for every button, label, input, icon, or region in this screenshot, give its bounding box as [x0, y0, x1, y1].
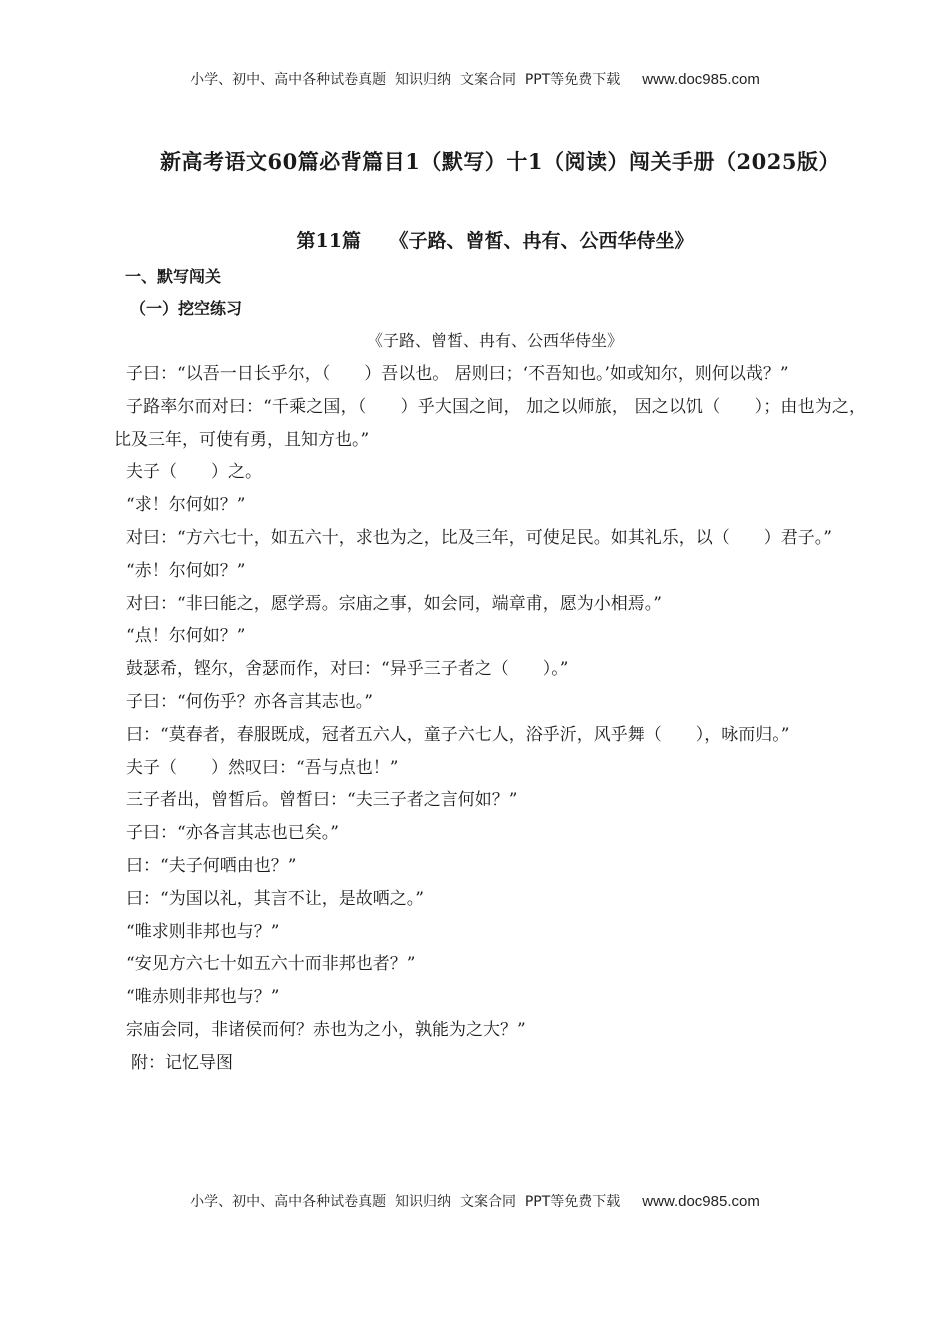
footer-site-link[interactable]: www.doc985.com [642, 1193, 760, 1210]
paragraph: 夫子（ ）然叹曰：“吾与点也！” [126, 757, 399, 778]
paragraph: 曰：“为国以礼，其言不让，是故哂之。” [126, 888, 424, 909]
subsection-heading: （一）挖空练习 [130, 299, 243, 318]
passage-body [114, 358, 866, 1080]
footer-text: 小学、初中、高中各种试卷真题 知识归纳 文案合同 PPT等免费下载 [190, 1194, 621, 1210]
paragraph: 子曰：“亦各言其志也已矣。” [126, 823, 339, 844]
section-heading: 一、默写闯关 [125, 267, 222, 286]
paragraph: “安见方六七十如五六十而非邦也者？” [126, 954, 416, 975]
paragraph: 曰：“夫子何哂由也？” [126, 855, 297, 876]
header-site-link[interactable]: www.doc985.com [642, 71, 760, 88]
document-title: 新高考语文60篇必背篇目1（默写）十1（阅读）闯关手册（2025版） [160, 149, 840, 174]
page-header [0, 69, 950, 89]
paragraph: “唯赤则非邦也与？” [126, 987, 280, 1008]
paragraph: 子路率尔而对曰：“千乘之国，（ ）乎大国之间， 加之以师旅， 因之以饥（ ）；由也为之，比及三年，可使有勇，且知方也。” [114, 396, 866, 450]
paragraph: 曰：“莫春者，春服既成，冠者五六人，童子六七人，浴乎沂，风乎舞（ ），咏而归。” [126, 724, 790, 745]
paragraph: 对曰：“方六七十，如五六十，求也为之，比及三年，可使足民。如其礼乐，以（ ）君子。” [126, 527, 832, 548]
paragraph: 子曰：“何伤乎？亦各言其志也。” [126, 691, 373, 712]
paragraph: “赤！尔何如？” [126, 560, 246, 581]
passage-title: 《子路、曾皙、冉有、公西华侍坐》 [366, 331, 623, 350]
paragraph: “求！尔何如？” [126, 495, 246, 516]
paragraph: 宗庙会同，非诸侯而何？赤也为之小，孰能为之大？” [126, 1019, 526, 1040]
appendix-label: 附：记忆导图 [131, 1052, 233, 1073]
paragraph: 鼓瑟希，铿尔，舍瑟而作，对曰：“异乎三子者之（ ）。” [126, 659, 569, 680]
paragraph: “点！尔何如？” [126, 626, 246, 647]
paragraph: 子曰：“以吾一日长乎尔，（ ）吾以也。 居则曰；‘不吾知也。’如或知尔，则何以哉？” [126, 364, 789, 384]
paragraph: “唯求则非邦也与？” [126, 921, 280, 942]
paragraph: 对曰：“非曰能之，愿学焉。宗庙之事，如会同，端章甫，愿为小相焉。” [126, 593, 662, 614]
paragraph: 三子者出，曾皙后。曾皙曰：“夫三子者之言何如？” [126, 790, 518, 811]
page-footer [0, 1191, 950, 1211]
chapter-title: 第11篇 《子路、曾皙、冉有、公西华侍坐》 [296, 230, 694, 252]
header-text: 小学、初中、高中各种试卷真题 知识归纳 文案合同 PPT等免费下载 [190, 72, 621, 88]
paragraph: 夫子（ ）之。 [126, 462, 262, 483]
